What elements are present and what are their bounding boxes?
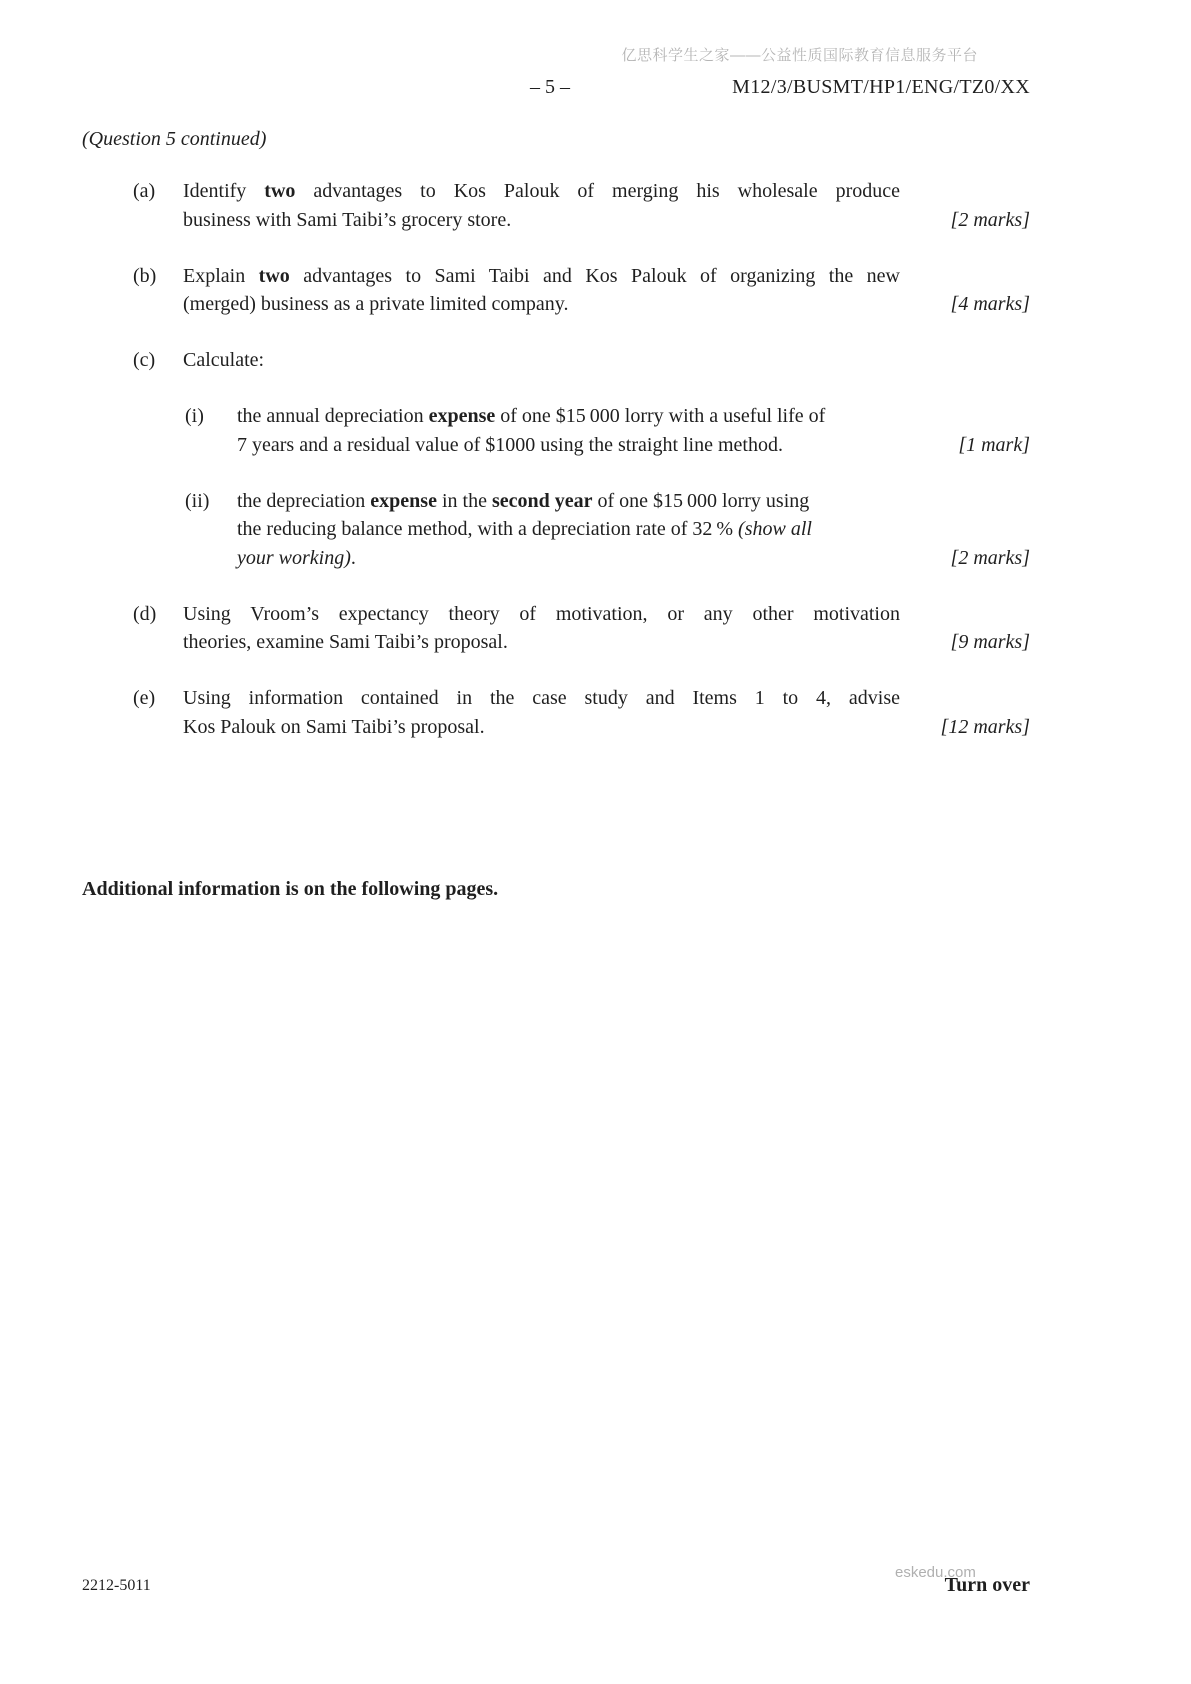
question-text-line: the annual depreciation expense of one $15 000 lorry with a useful life of: [237, 405, 826, 427]
question-text-line: Using Vroom’s expectancy theory of motivation, or any other motivation: [183, 602, 900, 625]
question-label: (ii): [185, 489, 210, 512]
question-item: [133, 684, 1030, 741]
question-text-line: the reducing balance method, with a depreciation rate of 32 % (show all: [237, 518, 812, 540]
question-item: [133, 600, 1030, 657]
question-text-line: theories, examine Sami Taibi’s proposal.: [183, 631, 508, 653]
question-list: [82, 177, 1030, 769]
page-number: – 5 –: [530, 76, 570, 98]
question-continuation-note: (Question 5 continued): [82, 128, 267, 150]
question-text: [183, 600, 900, 657]
question-text: [183, 684, 900, 741]
paper-code: M12/3/BUSMT/HP1/ENG/TZ0/XX: [732, 76, 1030, 98]
question-item: [185, 402, 1030, 459]
turn-over-label: Turn over: [944, 1574, 1030, 1596]
question-text-line: 7 years and a residual value of $1000 using the straight line method.: [237, 433, 783, 456]
header-site-watermark: 亿思科学生之家——公益性质国际教育信息服务平台: [621, 47, 978, 64]
question-text-line: Explain two advantages to Sami Taibi and Kos Palouk of organizing the new: [183, 264, 900, 287]
question-label: (d): [133, 602, 157, 625]
question-text: [183, 262, 900, 319]
question-text-line: Kos Palouk on Sami Taibi’s proposal.: [183, 715, 485, 738]
question-text-line: Using information contained in the case study and Items 1 to 4, advise: [183, 687, 900, 709]
question-text: [183, 346, 900, 375]
additional-information-note: Additional information is on the following pages.: [82, 878, 499, 900]
question-text-line: business with Sami Taibi’s grocery store.: [183, 208, 512, 231]
question-text-line: the depreciation expense in the second year of one $15 000 lorry using: [237, 489, 810, 512]
question-marks: [2 marks]: [950, 208, 1030, 231]
footer-doc-number: 2212-5011: [82, 1577, 151, 1594]
question-label: (i): [185, 405, 204, 427]
question-text: [183, 177, 900, 234]
question-label: (a): [133, 180, 156, 202]
question-text-line: your working).: [237, 546, 356, 569]
question-item: [133, 346, 1030, 375]
question-marks: [4 marks]: [950, 293, 1030, 315]
question-item: [185, 487, 1030, 573]
question-marks: [12 marks]: [940, 715, 1030, 738]
question-item: [133, 262, 1030, 319]
question-marks: [2 marks]: [950, 546, 1030, 569]
question-label: (e): [133, 687, 156, 709]
question-text: [237, 487, 897, 573]
question-marks: [1 mark]: [958, 433, 1030, 456]
question-item: [133, 177, 1030, 234]
question-label: (b): [133, 264, 157, 287]
question-text-line: Calculate:: [183, 349, 265, 371]
question-label: (c): [133, 349, 156, 371]
question-text-line: Identify two advantages to Kos Palouk of merging his wholesale produce: [183, 180, 900, 202]
question-text: [237, 402, 897, 459]
question-text-line: (merged) business as a private limited company.: [183, 293, 569, 315]
footer-site-watermark: eskedu.com: [895, 1564, 976, 1581]
question-marks: [9 marks]: [950, 631, 1030, 653]
